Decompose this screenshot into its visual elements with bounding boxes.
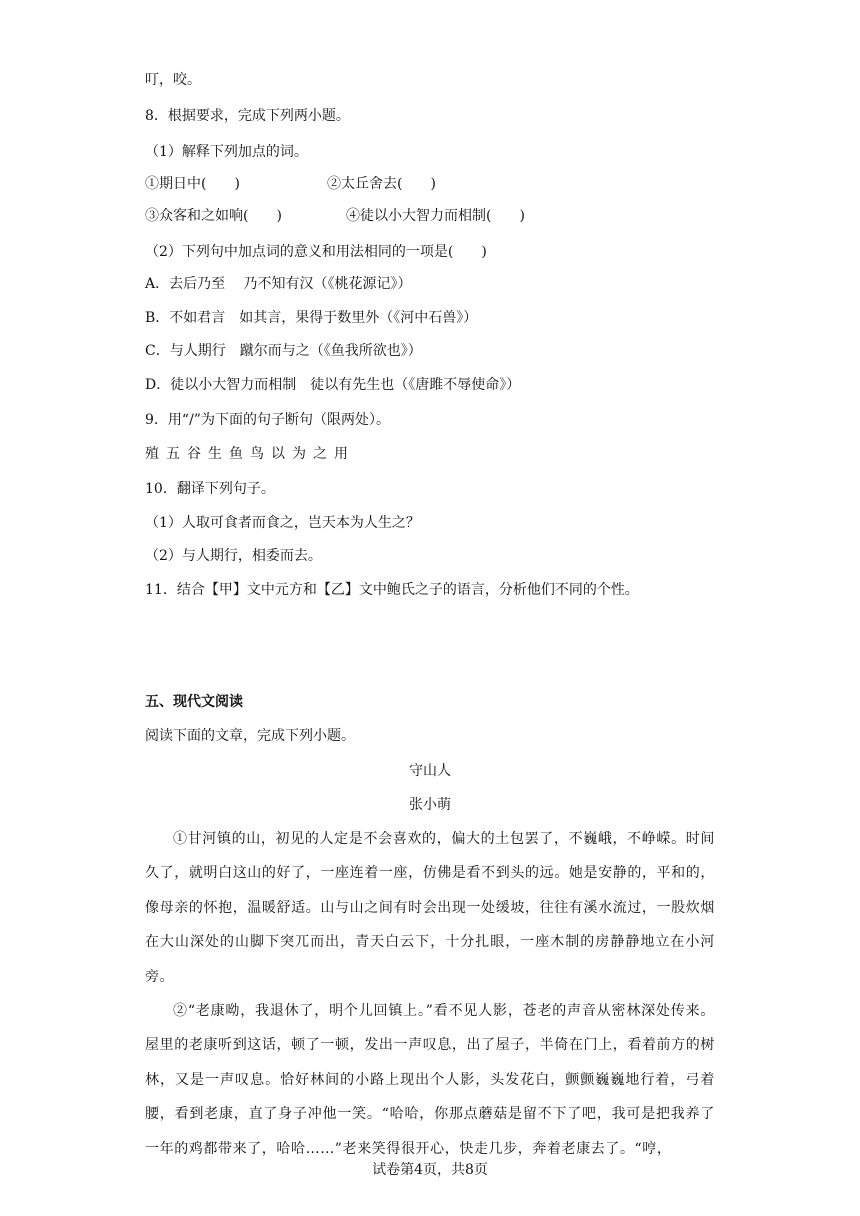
q8-item-2: ②太丘舍去( ) — [327, 176, 436, 192]
q8-option-c: C．与人期行 蹴尔而与之（《鱼我所欲也》） — [145, 343, 422, 359]
q8-part1: （1）解释下列加点的词。 — [145, 144, 308, 160]
article-title: 守山人 — [409, 763, 451, 779]
q10-item-1: （1）人取可食者而食之，岂天本为人生之？ — [145, 515, 420, 531]
q10-title: 10．翻译下列句子。 — [145, 481, 275, 497]
q10-item-2: （2）与人期行，相委而去。 — [145, 548, 322, 564]
q8-item-3: ③众客和之如响( ) — [145, 208, 282, 224]
section-heading: 五、现代文阅读 — [145, 694, 243, 710]
question-continuation: 叮，咬。 — [145, 72, 201, 88]
article-author: 张小萌 — [409, 797, 451, 813]
q8-option-b: B．不如君言 如其言，果得于数里外（《河中石兽》） — [145, 310, 478, 326]
q8-item-1: ①期日中( ) — [145, 176, 240, 192]
q8-option-a: A．去后乃至 乃不知有汉（《桃花源记》） — [145, 276, 412, 292]
q8-part2: （2）下列句中加点词的意义和用法相同的一项是( ) — [145, 244, 487, 260]
article-paragraph-2: ②“老康呦，我退休了，明个儿回镇上。”看不见人影，苍老的声音从密林深处传来。屋里的老康听到这话，顿了一顿，发出一声叹息，出了屋子，半倚在门上，看着前方的树林，又是一声叹息。恰好林间的小路上现出个人影，头发花白，颤颤巍巍地行着，弓着腰，看到老康，直了身子冲他一笑。“哈哈，你那点蘑菇是留不下了吧，我可是把我养了一年的鸡都带来了，哈哈……”老来笑得很开心，快走几步，奔着老康去了。“哼， — [145, 1003, 715, 1157]
q8-option-d: D．徒以小大智力而相制 徒以有先生也（《唐雎不辱使命》） — [145, 377, 521, 393]
q11-title: 11．结合【甲】文中元方和【乙】文中鲍氏之子的语言，分析他们不同的个性。 — [145, 582, 639, 598]
page-footer: 试卷第4页，共8页 — [372, 1162, 488, 1178]
q8-title: 8．根据要求，完成下列两小题。 — [145, 108, 350, 124]
article-paragraph-1: ①甘河镇的山，初见的人定是不会喜欢的，偏大的土包罢了，不巍峨，不峥嵘。时间久了，就明白这山的好了，一座连着一座，仿佛是看不到头的远。她是安静的，平和的，像母亲的怀抱，温暖舒适。山与山之间有时会出现一处缓坡，往往有溪水流过，一股炊烟在大山深处的山脚下突兀而出，青天白云下，十分扎眼，一座木制的房静静地立在小河旁。 — [145, 831, 715, 985]
q9-sentence: 殖五谷生鱼鸟以为之用 — [145, 446, 355, 462]
q8-item-4: ④徒以小大智力而相制( ) — [346, 208, 525, 224]
section-instruction: 阅读下面的文章，完成下列小题。 — [145, 728, 355, 744]
q9-title: 9．用“/”为下面的句子断句（限两处）。 — [145, 412, 390, 428]
